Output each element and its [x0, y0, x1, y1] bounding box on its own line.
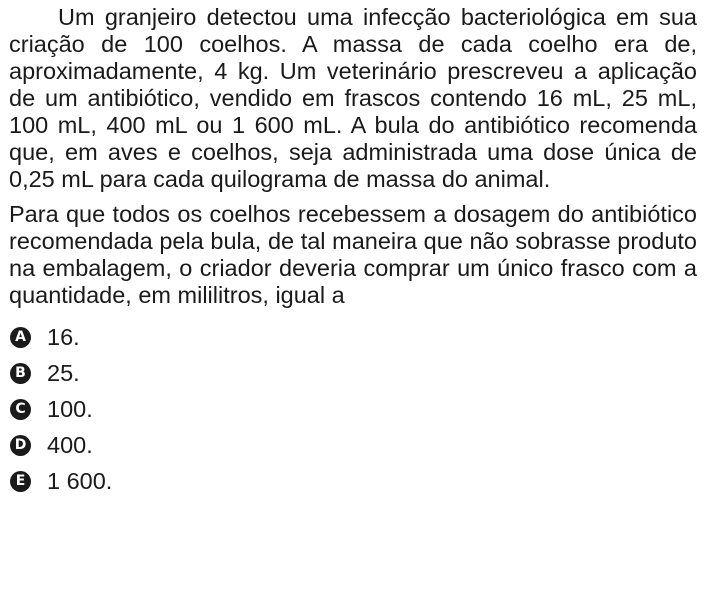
question-paragraph-1: Um granjeiro detectou uma infecção bacteriológica em sua criação de 100 coelhos. A massa de cada coelho era de, aproximadamente, 4 kg. Um veterinário prescreveu a aplicação de um antibiótico, vendido em frascos contendo 16 mL, 25 mL, 100 mL, 400 mL ou 1 600 mL. A bula do antibiótico recomenda que, em aves e coelhos, seja administrada uma dose única de 0,25 mL para cada quilograma de massa do animal. — [9, 4, 697, 192]
option-e-letter-badge: E — [10, 471, 31, 492]
option-b-text: 25. — [47, 359, 80, 386]
option-a[interactable] — [9, 319, 697, 355]
option-c[interactable] — [9, 391, 697, 427]
option-b-letter-badge: B — [10, 363, 31, 384]
option-a-text: 16. — [47, 323, 80, 350]
question-paragraph-2: Para que todos os coelhos recebessem a dosagem do antibiótico recomendada pela bula, de tal maneira que não sobrasse produto na embalagem, o criador deveria comprar um único frasco com a quantidade, em mililitros, igual a — [9, 201, 697, 308]
option-c-letter-badge: C — [10, 399, 31, 420]
option-e-text: 1 600. — [47, 467, 113, 494]
option-d-letter-badge: D — [10, 435, 31, 456]
answer-options — [9, 319, 697, 499]
option-d[interactable] — [9, 427, 697, 463]
option-a-letter-badge: A — [10, 327, 31, 348]
option-d-text: 400. — [47, 431, 93, 458]
option-b[interactable] — [9, 355, 697, 391]
option-e[interactable] — [9, 463, 697, 499]
option-c-text: 100. — [47, 395, 93, 422]
